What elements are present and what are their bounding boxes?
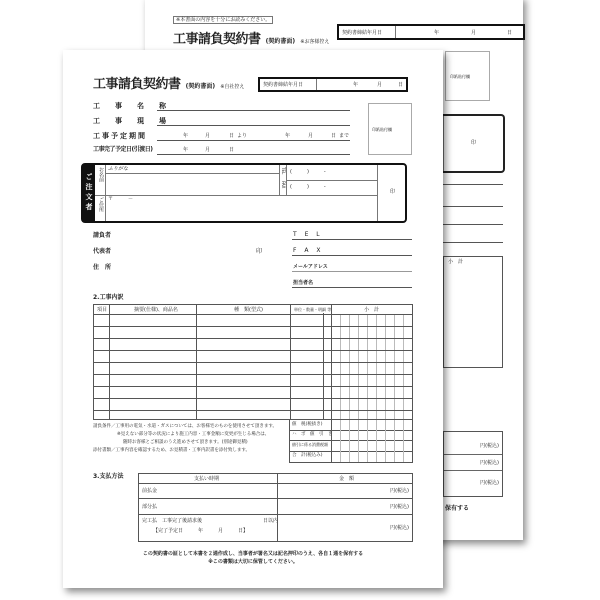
representative-label: 代表者: [93, 248, 112, 255]
orderer-box: [81, 163, 407, 223]
period-month: 月: [205, 133, 211, 139]
rear-month: 月: [471, 30, 477, 36]
col-line: [277, 474, 278, 541]
rear-subtotal-header: 小 計: [448, 259, 464, 265]
digit-line: [376, 420, 377, 462]
row-line: [94, 410, 412, 411]
col-header-subtotal: 小 計: [364, 307, 380, 313]
rear-stamp-label: 印紙貼付欄: [450, 74, 470, 79]
digit-line: [358, 314, 359, 419]
postal-code-field[interactable]: 〒 －: [108, 196, 134, 202]
contractor-label: 請負者: [93, 232, 112, 239]
digit-line: [385, 314, 386, 419]
completion-day: 日: [229, 147, 235, 153]
rear-notice: ※本書面の内容を十分にお読みください。: [173, 16, 273, 24]
rear-seal-divider: [443, 116, 444, 171]
payment-col-timing: 支払い時期: [194, 476, 220, 482]
row-line: [94, 362, 412, 363]
rear-line: [443, 184, 503, 185]
rear-row-line: [444, 470, 502, 471]
digit-line: [403, 420, 404, 462]
payment-final-date: 【完了予定日 年 月 日】: [153, 528, 249, 534]
project-site-field[interactable]: [157, 125, 350, 126]
period-until: まで: [339, 133, 350, 139]
divider: [377, 165, 378, 221]
summary-total-label: 合 計(税込み): [292, 453, 323, 458]
col-line: [323, 313, 324, 419]
digit-line: [403, 314, 404, 419]
orderer-tel-label: TEL: [281, 167, 286, 175]
row-line: [94, 314, 412, 315]
payment-advance-label: 前払金: [142, 488, 158, 494]
row-line: [94, 350, 412, 351]
front-title-block: [93, 73, 244, 92]
period-month-end: 月: [308, 133, 314, 139]
rear-payment-table: [443, 431, 503, 497]
row-line: [139, 514, 412, 515]
note-line: ※見えない部分等の状況により施工内容・工事金額に変更が生じる場合は、: [117, 432, 270, 437]
front-contract-date-label: 契約書締結年月日: [263, 82, 304, 88]
rear-contract-date-box: [337, 24, 525, 40]
rear-year: 年: [434, 30, 440, 36]
payment-final-label: 完工払 工事完了後請求後: [142, 518, 203, 524]
digit-line: [349, 420, 350, 462]
period-from: より: [237, 133, 248, 139]
row-line: [139, 483, 412, 484]
front-subtitle: (契約書面): [185, 83, 216, 90]
footer-line: この契約書の証として本書を２通作成し、当事者が署名又は記名押印のうえ、各自１通を保有する: [142, 551, 364, 557]
furigana-label: ふりがな: [108, 166, 129, 172]
contractor-address-label: 住 所: [93, 264, 112, 271]
summary-discount-label: ハ ボ 値 引 き: [292, 432, 333, 437]
contractor-fax-field[interactable]: [292, 255, 412, 256]
front-title: 工事請負契約書: [93, 77, 181, 92]
front-copy-label: ※自社控え: [220, 84, 245, 90]
rear-line: [443, 206, 503, 207]
rear-stamp-box: [445, 51, 490, 101]
rear-subtotal-grid: [443, 256, 503, 368]
completion-date-label: 工事完了予定日(引渡日): [93, 146, 153, 153]
period-day-end: 日: [331, 133, 337, 139]
payment-col-amount: 金 額: [339, 476, 355, 482]
rear-day: 日: [507, 30, 513, 36]
contractor-tel-label: T E L: [293, 231, 323, 238]
rear-title: 工事請負契約書: [173, 32, 261, 47]
digit-line: [340, 314, 341, 419]
period-day: 日: [229, 133, 235, 139]
contractor-tel-field[interactable]: [292, 239, 412, 240]
payment-partial-amount[interactable]: 円(税込): [390, 504, 409, 510]
note-line: 随時お客様とご相談のうえ進めさせて頂きます。(別途御見積): [123, 440, 248, 445]
contractor-seal: 印: [256, 248, 263, 255]
period-year: 年: [183, 133, 189, 139]
digit-line: [367, 314, 368, 419]
rear-title-block: [173, 28, 329, 47]
digit-line: [367, 420, 368, 462]
row-line: [94, 338, 412, 339]
rear-line: [443, 224, 503, 225]
rear-copy-label: ※お客様控え: [300, 39, 330, 45]
rear-row-line: [444, 454, 502, 455]
project-name-label: 工 事 名 称: [93, 102, 170, 110]
footer-line: ※この書類は大切に保管してください。: [208, 559, 298, 565]
section3-heading: 3.支払方法: [93, 473, 124, 480]
orderer-fax-label: FAX: [281, 181, 286, 189]
completion-date-field[interactable]: [157, 154, 350, 155]
project-period-label: 工事予定期間: [93, 132, 147, 140]
front-date-divider: [316, 79, 317, 90]
contractor-person-field[interactable]: [292, 287, 412, 288]
col-header-item: 項目: [97, 307, 108, 313]
orderer-side-label: ご注文者: [83, 165, 95, 221]
completion-year: 年: [183, 147, 189, 153]
digit-line: [349, 314, 350, 419]
stamp-box: [368, 103, 412, 155]
orderer-address-label: ご住所: [98, 197, 104, 212]
payment-advance-amount[interactable]: 円(税込): [390, 488, 409, 494]
contractor-fax-label: F A X: [293, 247, 324, 254]
rear-footer-tail: 保有する: [445, 505, 470, 512]
divider: [95, 195, 377, 196]
breakdown-table: [93, 304, 413, 420]
col-line: [331, 420, 332, 462]
rear-yen: 円(税込): [480, 480, 499, 486]
section2-heading: 2.工事内訳: [93, 294, 124, 301]
rear-yen: 円(税込): [480, 443, 499, 449]
front-year: 年: [353, 82, 359, 88]
completion-month: 月: [205, 147, 211, 153]
col-header-description: 摘要(仕様)、商品名: [134, 307, 178, 313]
summary-discount-tax-label: 値引に係る消費税額: [292, 442, 328, 447]
row-line: [94, 326, 412, 327]
summary-tax-label: 値 税(税抜き): [292, 422, 323, 427]
row-line: [94, 374, 412, 375]
terms-notes: [93, 423, 289, 455]
period-year-end: 年: [285, 133, 291, 139]
rear-subtitle: (契約書面): [265, 38, 296, 45]
rear-date-divider: [395, 26, 396, 38]
orderer-tel-field[interactable]: ( ) -: [290, 169, 326, 175]
digit-line: [358, 420, 359, 462]
row-line: [94, 386, 412, 387]
orderer-fax-field[interactable]: ( ) -: [290, 184, 326, 190]
digit-line: [376, 314, 377, 419]
rear-contract-date-label: 契約書締結年月日: [342, 30, 383, 36]
payment-final-days: 日以内: [263, 518, 279, 524]
front-day: 日: [398, 82, 404, 88]
digit-line: [385, 420, 386, 462]
rear-orderer-box: [443, 114, 505, 173]
digit-line: [340, 420, 341, 462]
front-contract-date-box: [258, 77, 408, 92]
payment-final-amount[interactable]: 円(税込): [390, 525, 409, 531]
contractor-person-label: 担当者名: [293, 280, 314, 286]
rear-seal: 印: [471, 140, 477, 146]
contractor-email-label: メールアドレス: [293, 264, 328, 270]
rear-yen: 円(税込): [480, 460, 499, 466]
project-site-label: 工 事 現 場: [93, 117, 170, 125]
note-line: 請負条件／工事用の電気・水道・ガスについては、お客様宅のものを使用させて頂きます。: [93, 424, 278, 429]
col-header-unit: 単位・数量・明細 等: [294, 307, 332, 312]
footer: [63, 550, 443, 566]
project-period-field[interactable]: [157, 140, 350, 141]
front-contract-sheet: [63, 50, 443, 588]
divider: [105, 173, 279, 174]
contractor-email-field[interactable]: [292, 271, 412, 272]
rear-line: [443, 242, 503, 243]
note-line: 添付書類／工事内容を確認するため、お見積書・工事内訳書を添付致します。: [93, 448, 250, 453]
project-name-field[interactable]: [157, 110, 350, 111]
orderer-seal: 印: [390, 189, 396, 195]
stamp-label: 印紙貼付欄: [372, 127, 392, 132]
digit-line: [394, 420, 395, 462]
divider: [286, 180, 377, 181]
orderer-name-label: お名前: [98, 167, 104, 182]
summary-table: [289, 419, 413, 463]
row-line: [139, 498, 412, 499]
payment-table: [138, 473, 413, 542]
row-line: [94, 398, 412, 399]
col-header-type: 種 類(型式): [234, 307, 263, 313]
front-month: 月: [377, 82, 383, 88]
payment-partial-label: 部分払: [142, 504, 158, 510]
digit-line: [394, 314, 395, 419]
